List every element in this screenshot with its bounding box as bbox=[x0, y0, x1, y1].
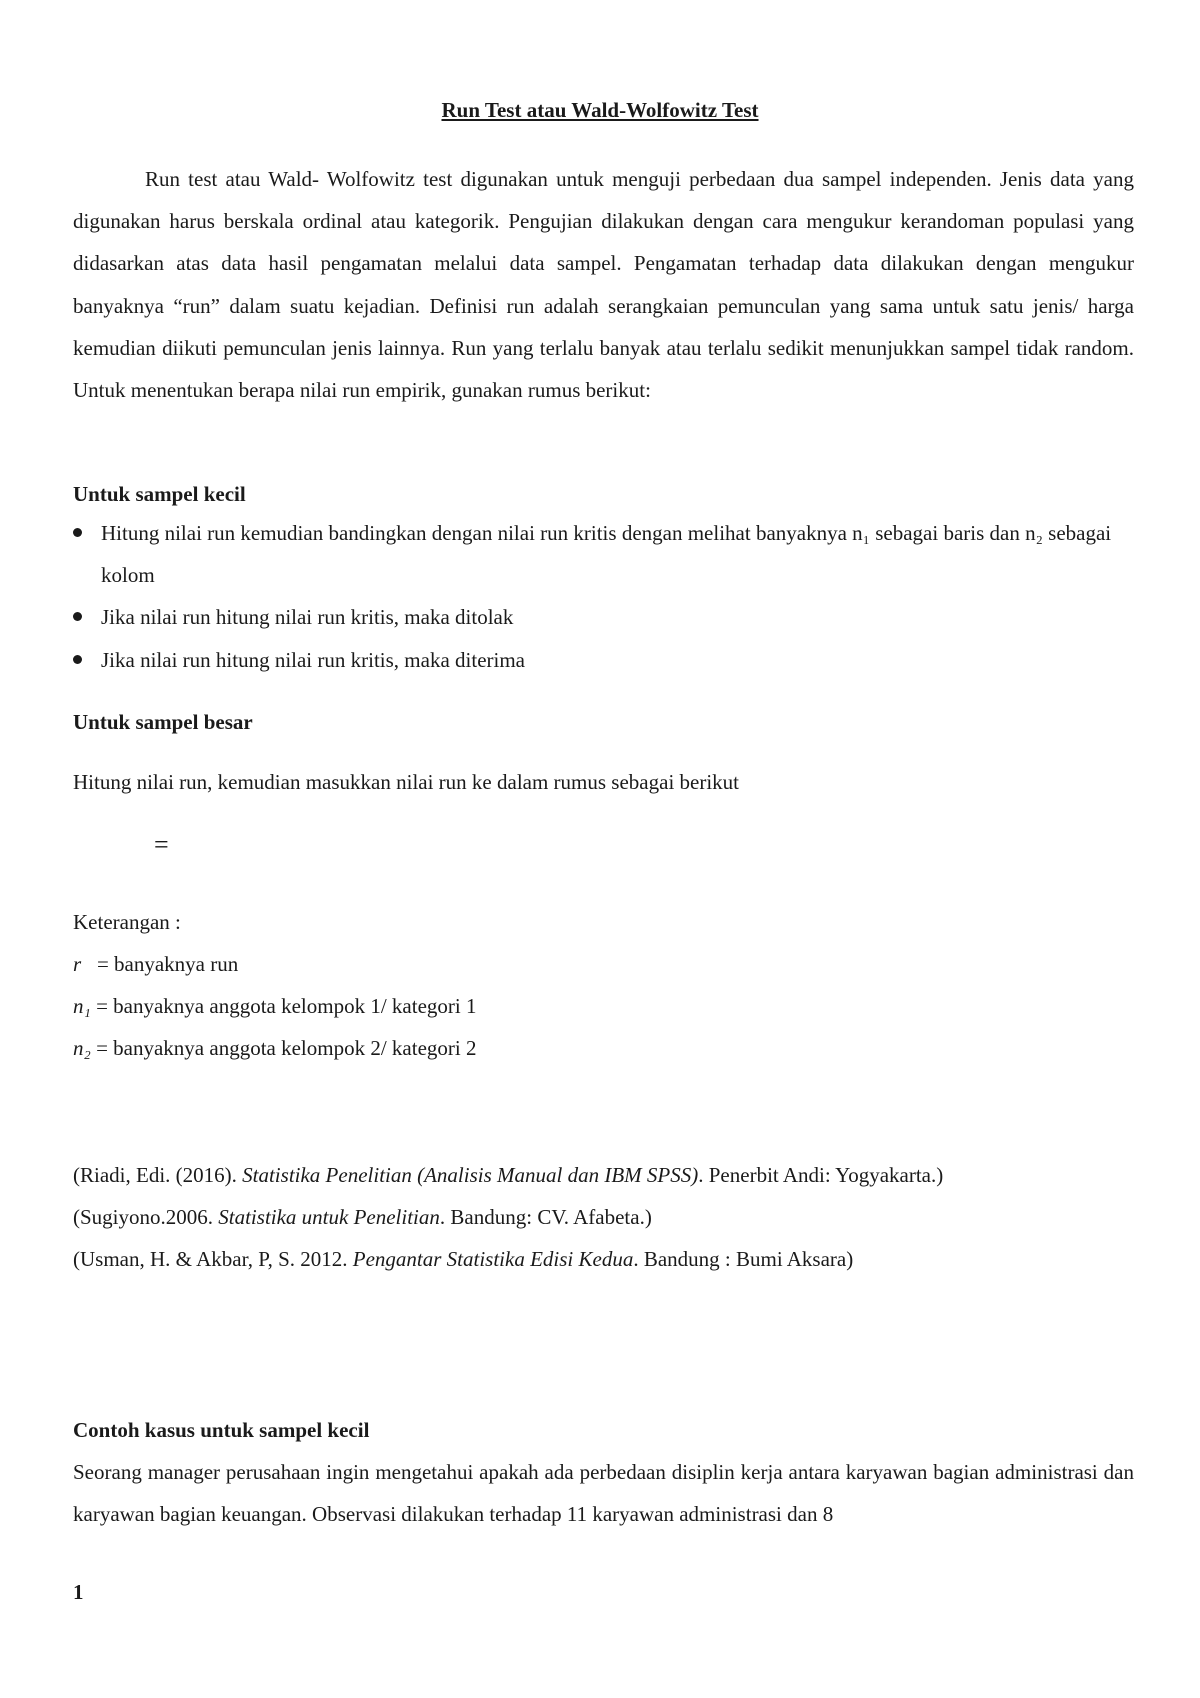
document-title: Run Test atau Wald-Wolfowitz Test bbox=[441, 98, 759, 122]
reference-title: Statistika untuk Penelitian bbox=[218, 1205, 440, 1229]
bullet-icon bbox=[73, 612, 82, 621]
bullet-icon bbox=[73, 528, 82, 537]
formula-equals: = bbox=[154, 830, 169, 859]
legend-text: = banyaknya anggota kelompok 1/ kategori 1 bbox=[96, 994, 477, 1018]
intro-paragraph: Run test atau Wald- Wolfowitz test digunakan untuk menguji perbedaan dua sampel independen. Jenis data yang digunakan harus berskala ordinal atau kategorik. Pengujian dilakukan dengan cara mengukur kerandoman populasi yang didasarkan atas data hasil pengamatan melalui data sampel. Pengamatan terhadap data dilakukan dengan mengukur banyaknya “run” dalam suatu kejadian. Definisi run adalah serangkaian pemunculan yang sama untuk satu jenis/ harga kemudian diikuti pemunculan jenis lainnya. Run yang terlalu banyak atau terlalu sedikit menunjukkan sampel tidak random. Untuk menentukan berapa nilai run empirik, gunakan rumus berikut: bbox=[73, 167, 1134, 403]
reference-title: Pengantar Statistika Edisi Kedua bbox=[352, 1247, 634, 1271]
list-item-text: Jika nilai run hitung nilai run kritis, maka diterima bbox=[101, 647, 525, 672]
reference-item bbox=[73, 1245, 853, 1273]
list-item bbox=[73, 596, 1137, 638]
legend-symbol: n₂ bbox=[73, 1036, 91, 1060]
legend-item bbox=[73, 1034, 476, 1062]
large-sample-heading: Untuk sampel besar bbox=[73, 710, 253, 734]
reference-prefix: (Riadi, Edi. (2016). bbox=[73, 1163, 243, 1187]
small-sample-list bbox=[73, 512, 1137, 681]
legend-spacer bbox=[81, 952, 92, 976]
reference-title: Statistika Penelitian (Analisis Manual dan IBM SPSS) bbox=[242, 1163, 699, 1187]
large-sample-text: Hitung nilai run, kemudian masukkan nilai run ke dalam rumus sebagai berikut bbox=[73, 770, 740, 794]
reference-suffix: . Bandung : Bumi Aksara) bbox=[633, 1247, 854, 1271]
list-item-text: Jika nilai run hitung nilai run kritis, maka ditolak bbox=[101, 605, 514, 630]
example-heading: Contoh kasus untuk sampel kecil bbox=[73, 1418, 370, 1442]
reference-suffix: . Bandung: CV. Afabeta.) bbox=[439, 1205, 652, 1229]
page-number: 1 bbox=[73, 1580, 84, 1604]
reference-suffix: . Penerbit Andi: Yogyakarta.) bbox=[698, 1163, 944, 1187]
reference-item bbox=[73, 1203, 652, 1231]
legend-heading: Keterangan : bbox=[73, 910, 181, 934]
legend-text: = banyaknya anggota kelompok 2/ kategori 2 bbox=[96, 1036, 477, 1060]
list-item bbox=[73, 639, 1137, 681]
bullet-icon bbox=[73, 655, 82, 664]
reference-prefix: (Sugiyono.2006. bbox=[73, 1205, 219, 1229]
reference-item bbox=[73, 1161, 943, 1189]
legend-text: = banyaknya run bbox=[96, 952, 239, 976]
legend-symbol: n₁ bbox=[73, 994, 91, 1018]
reference-prefix: (Usman, H. & Akbar, P, S. 2012. bbox=[73, 1247, 353, 1271]
legend-item bbox=[73, 992, 476, 1020]
small-sample-heading: Untuk sampel kecil bbox=[73, 482, 246, 506]
example-paragraph: Seorang manager perusahaan ingin mengetahui apakah ada perbedaan disiplin kerja antara karyawan bagian administrasi dan karyawan bagian keuangan. Observasi dilakukan terhadap 11 karyawan administrasi dan 8 bbox=[73, 1460, 1134, 1527]
list-item-text: Hitung nilai run kemudian bandingkan dengan nilai run kritis dengan melihat banyaknya n₁ sebagai baris dan n₂ sebagai kolom bbox=[101, 521, 1112, 588]
legend-item bbox=[73, 950, 238, 978]
legend-symbol: r bbox=[73, 952, 82, 976]
list-item bbox=[73, 512, 1137, 596]
